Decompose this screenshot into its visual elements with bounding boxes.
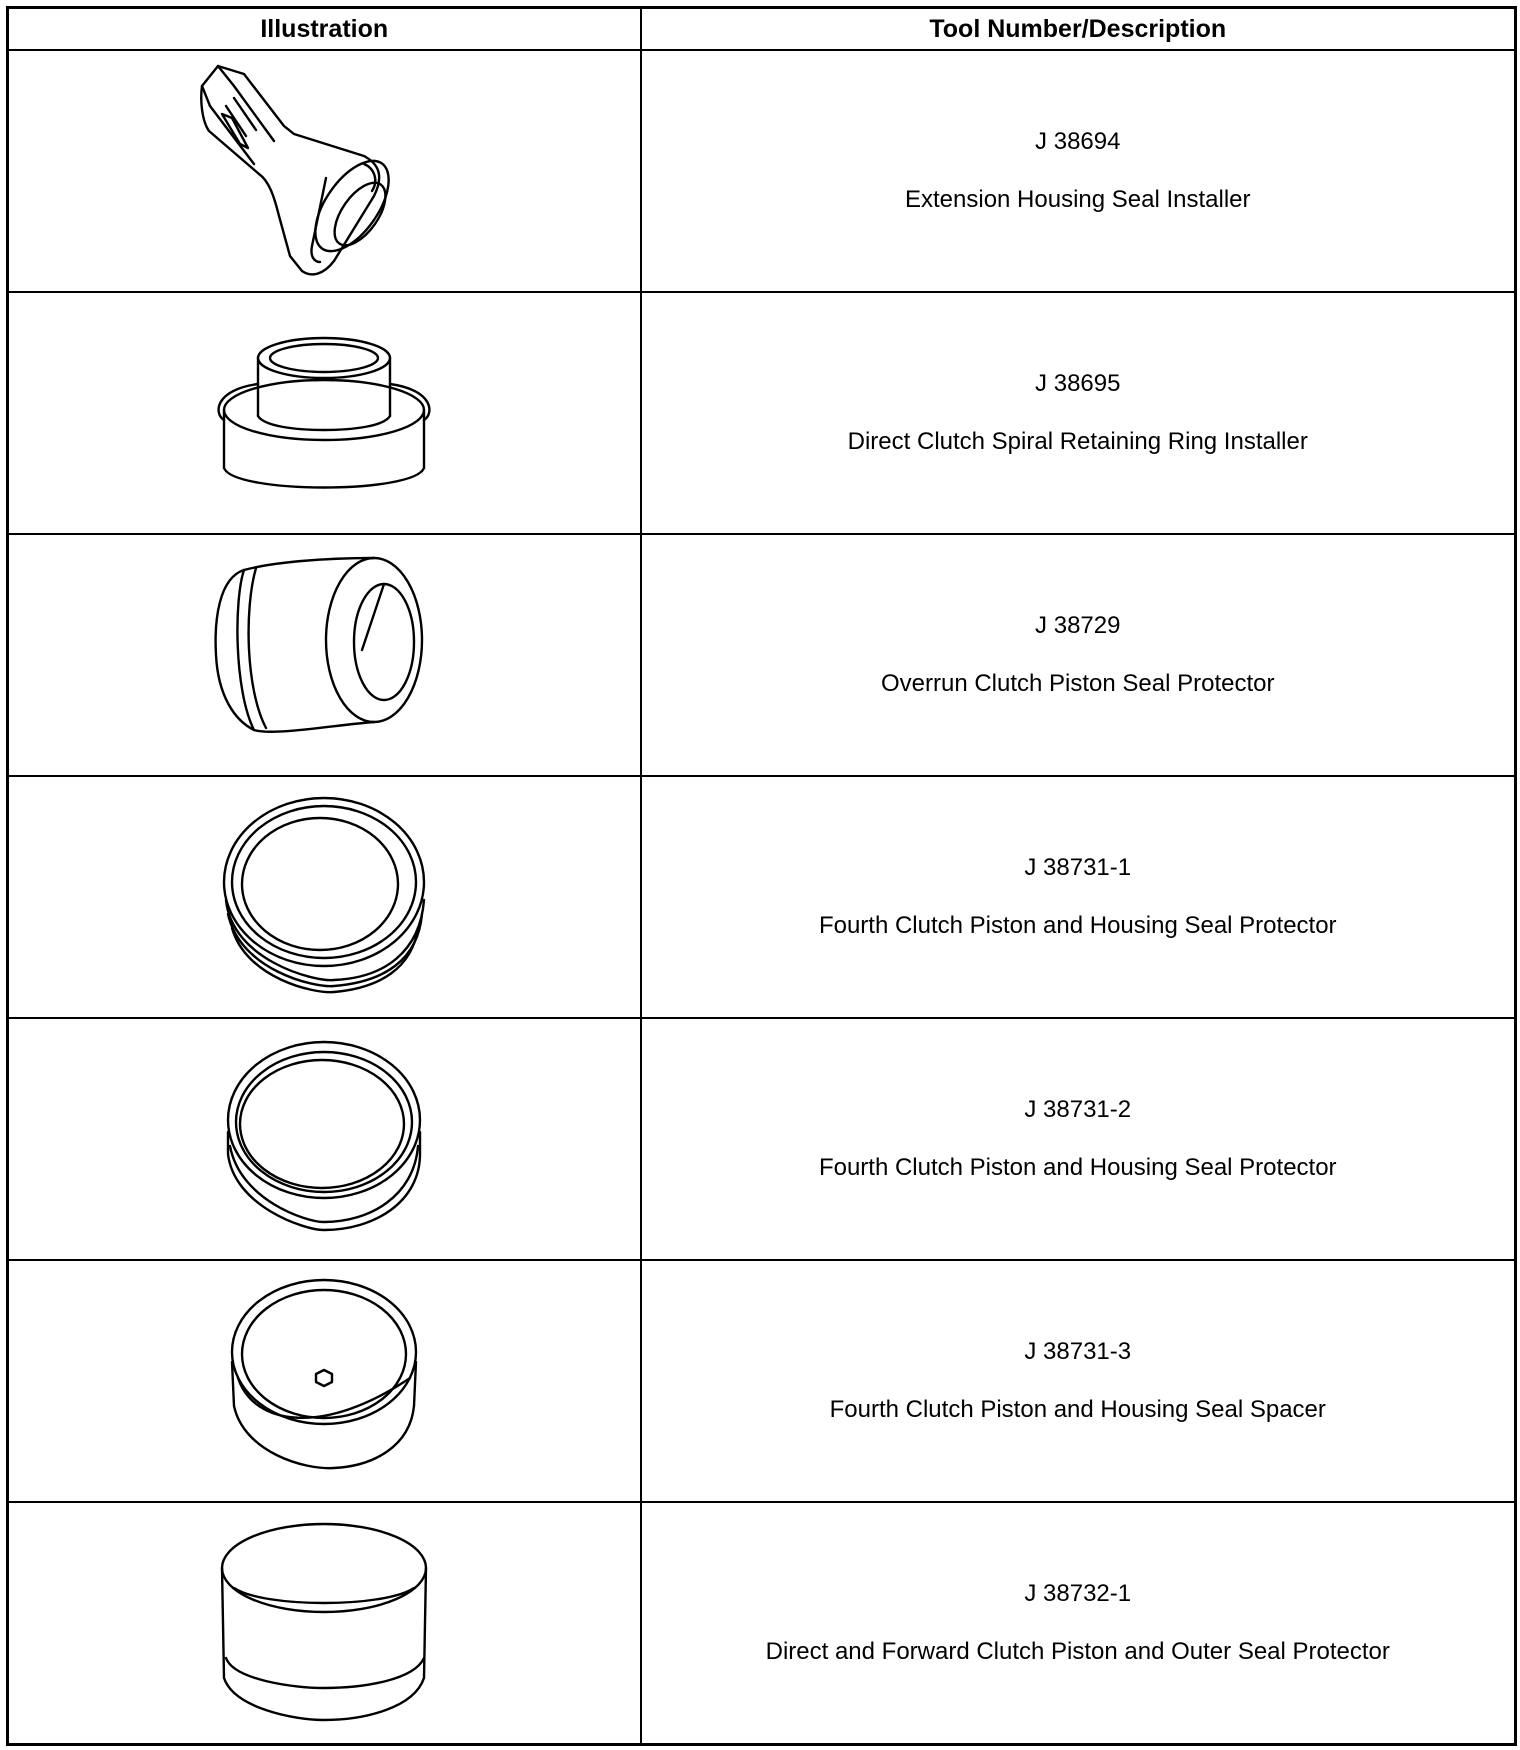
tool-description: Fourth Clutch Piston and Housing Seal Spacer <box>829 1396 1326 1423</box>
tool-description: Fourth Clutch Piston and Housing Seal Protector <box>818 1154 1337 1181</box>
tool-number: J 38731-2 <box>1024 1095 1132 1123</box>
tool-number: J 38731-1 <box>1024 853 1132 881</box>
description-cell <box>641 1018 1516 1260</box>
illustration-cell <box>8 534 641 776</box>
table-row <box>8 776 1516 1018</box>
sleeve-icon <box>174 1508 474 1738</box>
illustration-cell <box>8 1260 641 1502</box>
table-row <box>8 1018 1516 1260</box>
tool-description: Direct and Forward Clutch Piston and Outer Seal Protector <box>765 1638 1390 1665</box>
double-ring-icon <box>174 1024 474 1254</box>
tool-number: J 38729 <box>1035 611 1121 639</box>
seal-installer-icon <box>174 56 474 286</box>
seal-protector-icon <box>174 540 474 770</box>
tool-number: J 38732-1 <box>1024 1579 1132 1607</box>
spacer-cup-icon <box>174 1266 474 1496</box>
grooved-ring-icon <box>174 782 474 1012</box>
illustration-cell <box>8 776 641 1018</box>
tool-description: Overrun Clutch Piston Seal Protector <box>880 670 1275 697</box>
ring-installer-icon <box>174 298 474 528</box>
illustration-cell <box>8 1018 641 1260</box>
tool-number: J 38694 <box>1035 127 1121 155</box>
description-cell <box>641 50 1516 292</box>
tool-description: Extension Housing Seal Installer <box>904 186 1251 213</box>
tool-number: J 38731-3 <box>1024 1337 1132 1365</box>
description-cell <box>641 1260 1516 1502</box>
table-row <box>8 50 1516 292</box>
description-cell <box>641 534 1516 776</box>
tool-description: Fourth Clutch Piston and Housing Seal Protector <box>818 912 1337 939</box>
tool-table-sheet <box>6 6 1514 1744</box>
column-header-illustration: Illustration <box>8 8 641 51</box>
description-cell <box>641 292 1516 534</box>
description-cell <box>641 1502 1516 1745</box>
tool-number: J 38695 <box>1035 369 1121 397</box>
illustration-cell <box>8 50 641 292</box>
column-header-tool-number-description: Tool Number/Description <box>641 8 1516 51</box>
illustration-cell <box>8 292 641 534</box>
tool-description: Direct Clutch Spiral Retaining Ring Installer <box>847 428 1308 455</box>
table-row <box>8 534 1516 776</box>
table-row <box>8 292 1516 534</box>
table-row <box>8 1502 1516 1745</box>
table-row <box>8 1260 1516 1502</box>
description-cell <box>641 776 1516 1018</box>
tool-table <box>6 6 1517 1746</box>
table-header-row <box>8 8 1516 51</box>
illustration-cell <box>8 1502 641 1745</box>
